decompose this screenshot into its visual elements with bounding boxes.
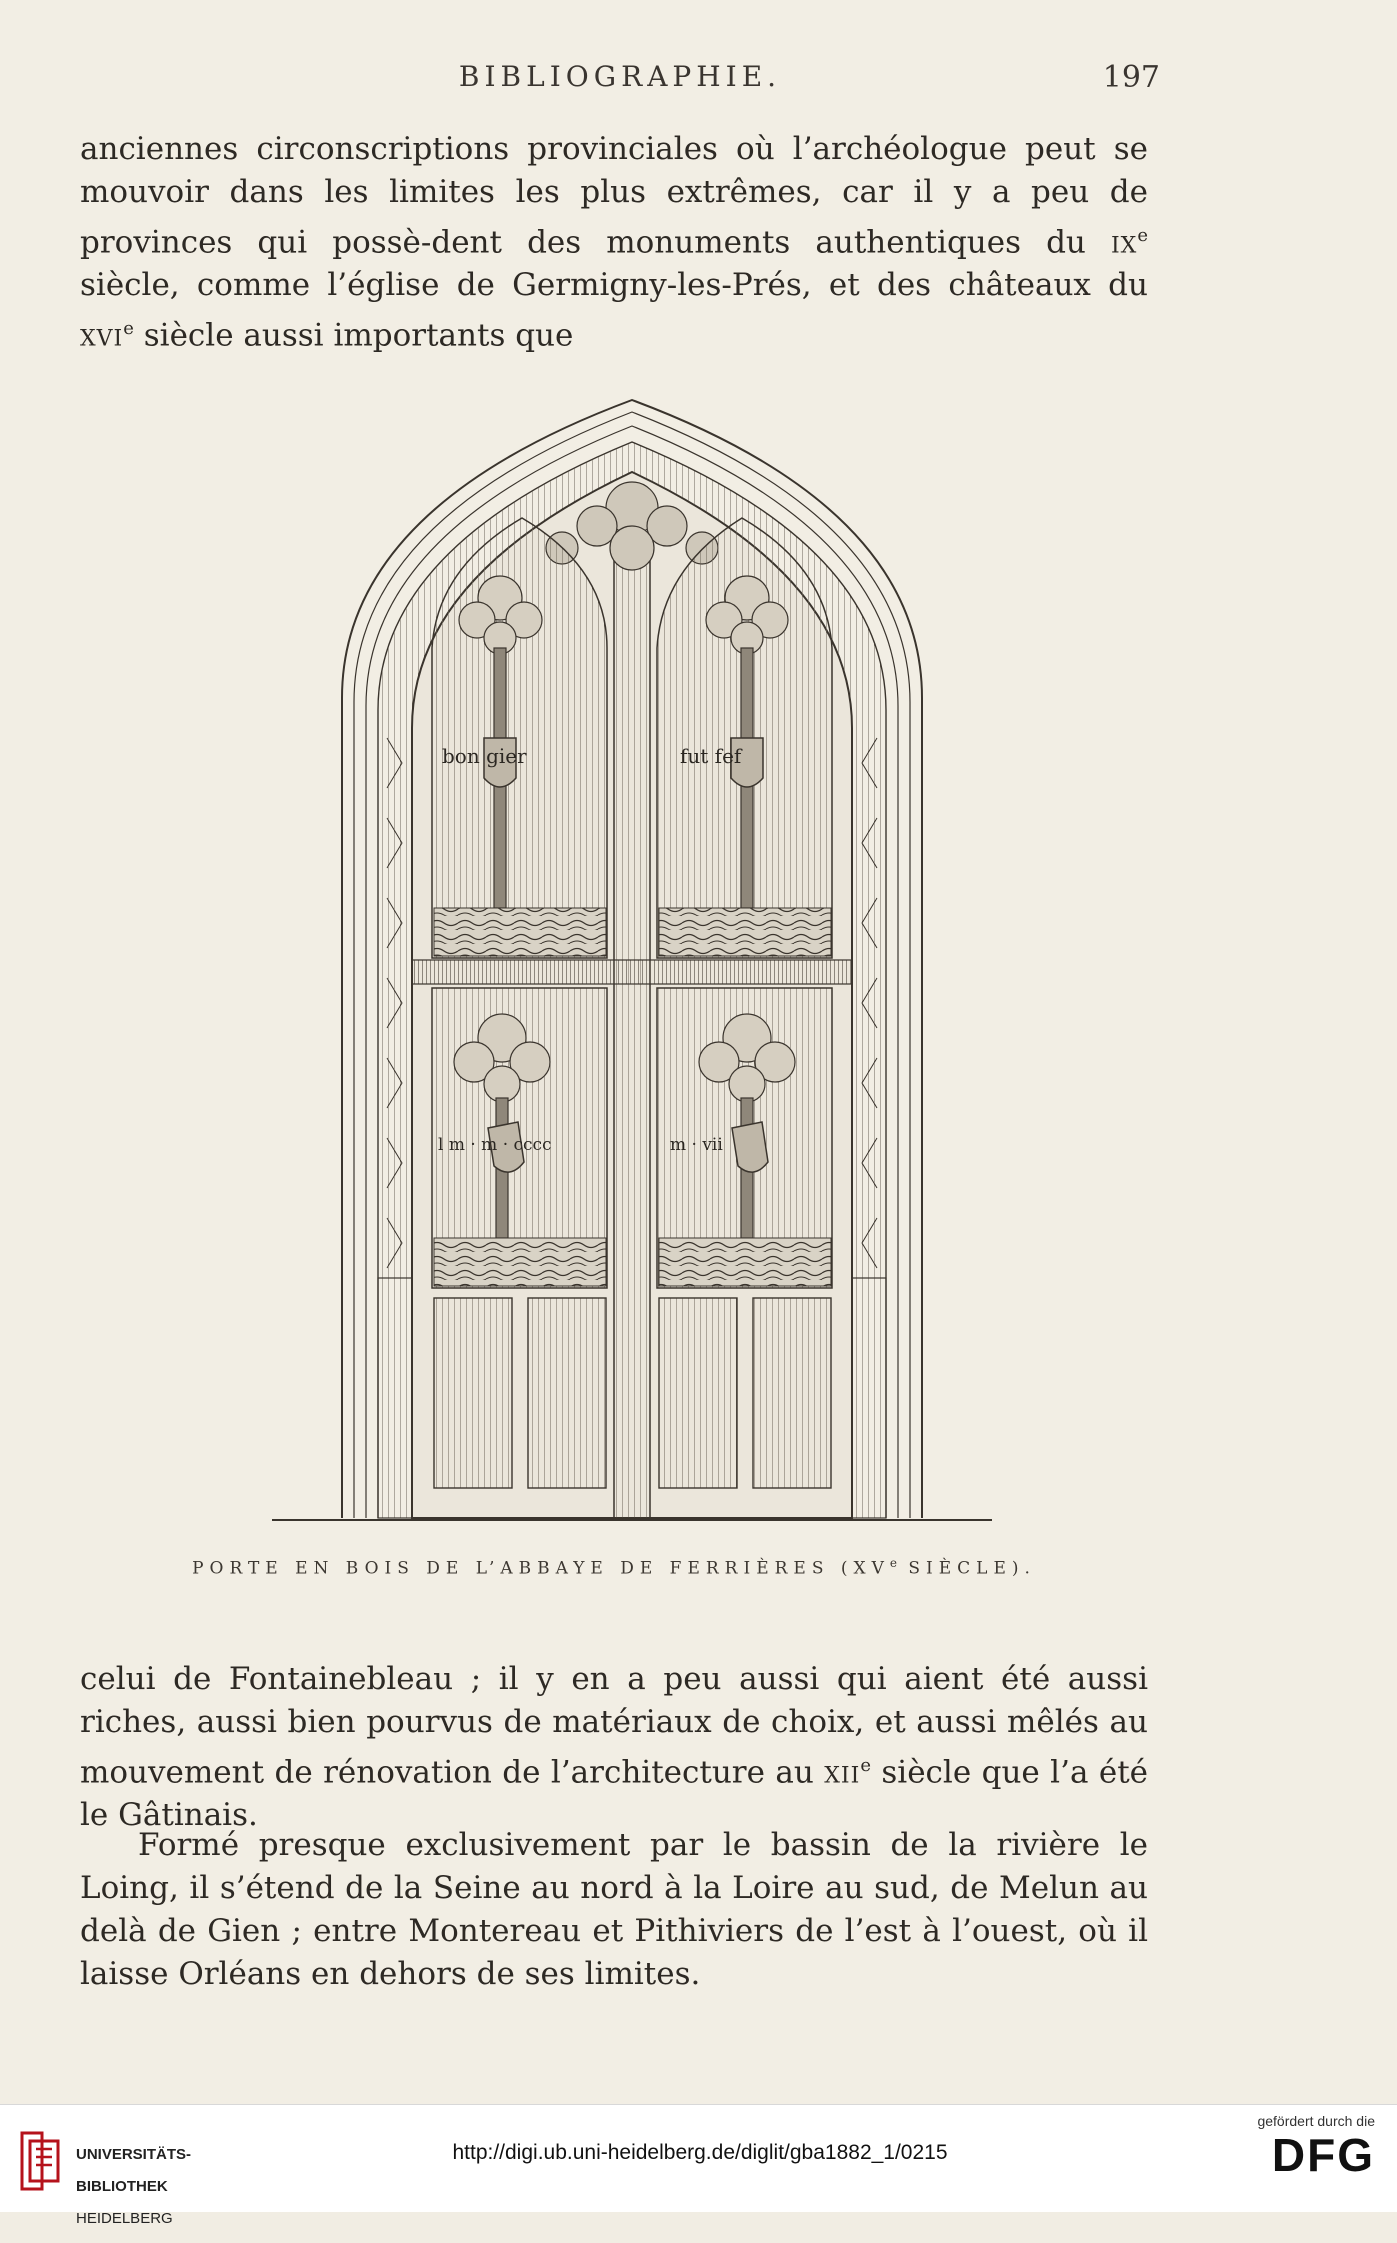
- paragraph-middle: [80, 1658, 1148, 1837]
- inscription-upper-right: fut fef: [680, 744, 742, 768]
- library-name: [76, 2131, 191, 2243]
- digitization-footer: [0, 2104, 1397, 2227]
- text-segment: siècle aussi importants que: [133, 317, 574, 354]
- century-numeral: xii: [824, 1754, 861, 1791]
- text-segment: celui de Fontainebleau ; il y en a peu aussi qui aient été aussi riches, aussi bien pourvus de matériaux de choix, et aussi mêlés au mouvement de rénovation de l’architecture au: [80, 1661, 1148, 1791]
- library-mark-icon: [18, 2129, 66, 2193]
- century-numeral: ix: [1110, 224, 1138, 261]
- funding-label: gefördert durch die: [1257, 2113, 1375, 2129]
- text-segment: siècle que l’a été le Gâtinais.: [80, 1754, 1148, 1834]
- superscript: e: [123, 318, 134, 340]
- page-url-link[interactable]: http://digi.ub.uni-heidelberg.de/diglit/gba1882_1/0215: [452, 2141, 948, 2164]
- library-line-1: UNIVERSITÄTS-: [76, 2146, 192, 2163]
- dfg-logo: DFG: [1271, 2129, 1375, 2181]
- running-head: [80, 60, 1160, 100]
- library-logo[interactable]: [18, 2123, 192, 2227]
- jamb-left: [378, 1278, 412, 1518]
- central-trunk: [614, 538, 650, 1518]
- gothic-door-engraving: [262, 398, 1002, 1538]
- caption-superscript: e: [889, 1556, 897, 1570]
- library-line-3: HEIDELBERG: [76, 2210, 173, 2227]
- century-numeral: xvi: [80, 317, 124, 354]
- text-segment: anciennes circonscriptions provinciales où l’archéologue peut se mouvoir dans les limites les plus extrêmes, car il y a peu de provinces qui possè-dent des monuments authentiques du: [80, 131, 1148, 261]
- superscript: e: [1137, 225, 1148, 246]
- figure-caption: [80, 1556, 1148, 1579]
- inscription-lower-right: m · vii: [670, 1135, 723, 1155]
- middle-rail: [412, 960, 852, 984]
- library-line-2: BIBLIOTHEK: [76, 2178, 168, 2195]
- page-number: 197: [1102, 60, 1160, 95]
- running-title: BIBLIOGRAPHIE.: [458, 60, 782, 93]
- inscription-upper-left: bon gier: [442, 744, 527, 768]
- funding-credit[interactable]: [1225, 2113, 1375, 2181]
- upper-left-panel: [432, 518, 607, 958]
- shield-lower-right: [732, 1122, 768, 1172]
- stone-ground-lower-left: [434, 1238, 606, 1286]
- inscription-lower-left: l m · m · cccc: [438, 1135, 552, 1155]
- stone-ground-lower-right: [659, 1238, 831, 1286]
- caption-text: PORTE EN BOIS DE L’ABBAYE DE FERRIÈRES (XV: [192, 1558, 890, 1579]
- stone-ground-upper-left: [434, 908, 606, 956]
- engraving-figure: [262, 398, 1002, 1538]
- jamb-right: [852, 1278, 886, 1518]
- paragraph-last: Formé presque exclusivement par le bassin de la rivière le Loing, il s’étend de la Seine au nord à la Loire au sud, de Melun au delà de Gien ; entre Montereau et Pithiviers de l’est à l’ouest, où il laisse Orléans en dehors de ses limites.: [80, 1827, 1148, 1992]
- paragraph-top: [80, 128, 1148, 358]
- caption-end: SIÈCLE).: [897, 1558, 1036, 1579]
- text-segment: siècle, comme l’église de Germigny-les-Prés, et des châteaux du: [80, 267, 1148, 304]
- superscript: e: [860, 1755, 871, 1776]
- stone-ground-upper-right: [659, 908, 831, 956]
